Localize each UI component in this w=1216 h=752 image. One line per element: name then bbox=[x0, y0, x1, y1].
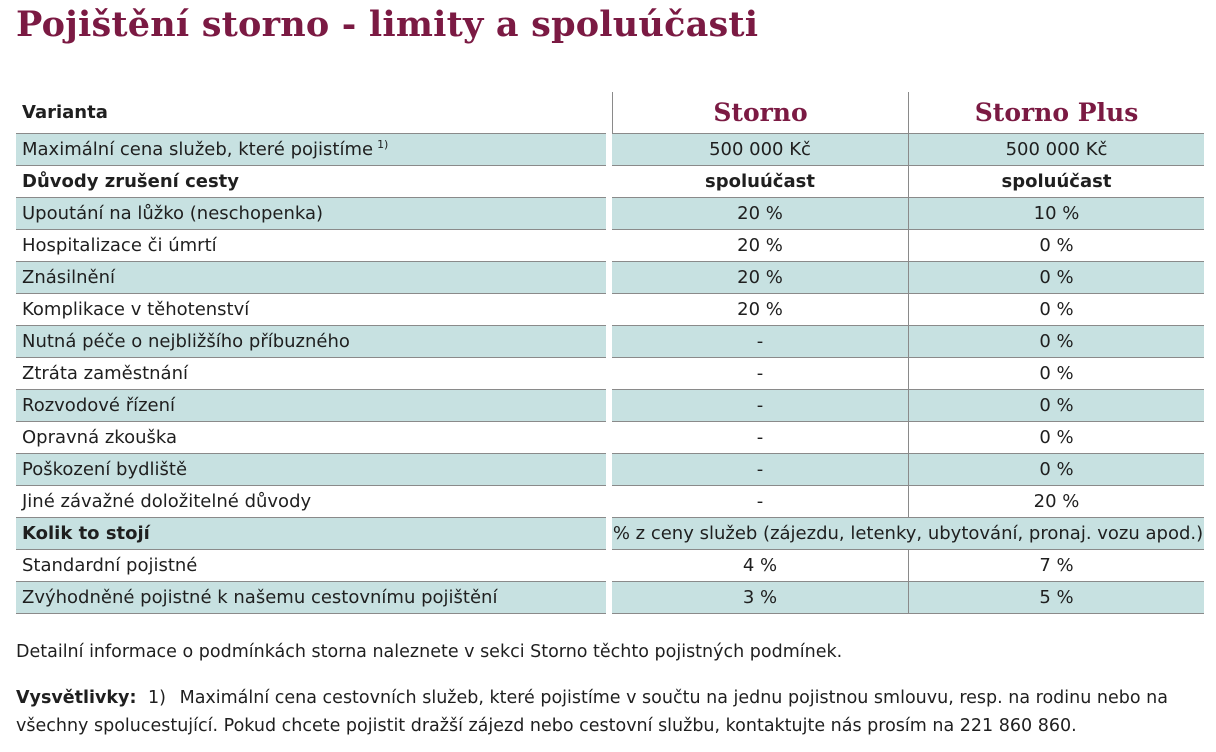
table-row bbox=[16, 550, 1204, 582]
legend-key: Vysvětlivky: bbox=[16, 688, 137, 708]
row-value-span: % z ceny služeb (zájezdu, letenky, ubytování, pronaj. vozu apod.) bbox=[612, 518, 1204, 550]
row-value-storno-plus: 5 % bbox=[908, 582, 1204, 614]
row-label bbox=[16, 326, 606, 358]
table-row bbox=[16, 230, 1204, 262]
row-label-text: Komplikace v těhotenství bbox=[22, 299, 250, 320]
table-row bbox=[16, 358, 1204, 390]
row-value-storno: 4 % bbox=[612, 550, 908, 582]
table-row bbox=[16, 422, 1204, 454]
row-label bbox=[16, 550, 606, 582]
table-row bbox=[16, 166, 1204, 198]
row-label-text: Maximální cena služeb, které pojistíme bbox=[22, 139, 374, 160]
header-storno: Storno bbox=[612, 92, 908, 134]
row-label bbox=[16, 358, 606, 390]
table-row bbox=[16, 198, 1204, 230]
row-label-text: Standardní pojistné bbox=[22, 555, 198, 576]
header-storno-plus: Storno Plus bbox=[908, 92, 1204, 134]
row-label-text: Zvýhodněné pojistné k našemu cestovnímu pojištění bbox=[22, 587, 498, 608]
row-label-text: Kolik to stojí bbox=[22, 523, 150, 544]
row-label-text: Upoutání na lůžko (neschopenka) bbox=[22, 203, 324, 224]
row-value-storno: - bbox=[612, 422, 908, 454]
table-row bbox=[16, 518, 1204, 550]
row-label bbox=[16, 518, 606, 550]
row-label-text: Hospitalizace či úmrtí bbox=[22, 235, 217, 256]
row-value-storno: 20 % bbox=[612, 198, 908, 230]
table-row bbox=[16, 486, 1204, 518]
row-label bbox=[16, 198, 606, 230]
row-value-storno-plus: spoluúčast bbox=[908, 166, 1204, 198]
table-row bbox=[16, 134, 1204, 166]
row-value-storno: - bbox=[612, 486, 908, 518]
row-label bbox=[16, 390, 606, 422]
row-label-text: Jiné závažné doložitelné důvody bbox=[22, 491, 312, 512]
row-value-storno: 20 % bbox=[612, 230, 908, 262]
row-value-storno: 20 % bbox=[612, 294, 908, 326]
table-row bbox=[16, 262, 1204, 294]
row-label-text: Poškození bydliště bbox=[22, 459, 188, 480]
row-value-storno-plus: 500 000 Kč bbox=[908, 134, 1204, 166]
row-value-storno-plus: 0 % bbox=[908, 390, 1204, 422]
header-label: Varianta bbox=[16, 92, 606, 134]
row-value-storno-plus: 0 % bbox=[908, 262, 1204, 294]
row-label-text: Rozvodové řízení bbox=[22, 395, 176, 416]
table-row bbox=[16, 582, 1204, 614]
row-label bbox=[16, 454, 606, 486]
row-label bbox=[16, 582, 606, 614]
row-label-text: Ztráta zaměstnání bbox=[22, 363, 188, 384]
coverage-table bbox=[16, 92, 1204, 614]
row-value-storno: 20 % bbox=[612, 262, 908, 294]
table-header-row bbox=[16, 92, 1204, 134]
row-label-text: Důvody zrušení cesty bbox=[22, 171, 240, 192]
row-value-storno-plus: 0 % bbox=[908, 422, 1204, 454]
row-value-storno-plus: 20 % bbox=[908, 486, 1204, 518]
row-label-text: Nutná péče o nejbližšího příbuzného bbox=[22, 331, 350, 352]
row-label bbox=[16, 134, 606, 166]
legend-text: Maximální cena cestovních služeb, které pojistíme v součtu na jednu pojistnou smlouvu, resp. na rodinu nebo na všechny spolucestující. Pokud chcete pojistit dražší zájezd nebo cestovní službu, kontaktujte nás prosím na 221 860 860. bbox=[16, 688, 1168, 736]
row-label bbox=[16, 294, 606, 326]
row-value-storno-plus: 0 % bbox=[908, 230, 1204, 262]
row-value-storno: - bbox=[612, 358, 908, 390]
row-value-storno: - bbox=[612, 454, 908, 486]
row-value-storno-plus: 7 % bbox=[908, 550, 1204, 582]
row-value-storno: 500 000 Kč bbox=[612, 134, 908, 166]
row-value-storno: - bbox=[612, 326, 908, 358]
row-value-storno: spoluúčast bbox=[612, 166, 908, 198]
legend-number: 1) bbox=[148, 688, 167, 708]
footnote-marker: 1) bbox=[377, 138, 389, 151]
page-title: Pojištění storno - limity a spoluúčasti bbox=[16, 4, 759, 45]
table-row bbox=[16, 294, 1204, 326]
row-label bbox=[16, 422, 606, 454]
row-value-storno-plus: 0 % bbox=[908, 454, 1204, 486]
table-row bbox=[16, 454, 1204, 486]
row-value-storno-plus: 0 % bbox=[908, 326, 1204, 358]
row-value-storno: 3 % bbox=[612, 582, 908, 614]
table-row bbox=[16, 390, 1204, 422]
row-label-text: Znásilnění bbox=[22, 267, 116, 288]
legend bbox=[16, 684, 1206, 740]
row-label bbox=[16, 230, 606, 262]
row-label bbox=[16, 486, 606, 518]
row-value-storno: - bbox=[612, 390, 908, 422]
row-value-storno-plus: 0 % bbox=[908, 358, 1204, 390]
info-text: Detailní informace o podmínkách storna naleznete v sekci Storno těchto pojistných podmínek. bbox=[16, 642, 843, 662]
row-value-storno-plus: 10 % bbox=[908, 198, 1204, 230]
row-label bbox=[16, 166, 606, 198]
row-label bbox=[16, 262, 606, 294]
row-value-storno-plus: 0 % bbox=[908, 294, 1204, 326]
row-label-text: Opravná zkouška bbox=[22, 427, 178, 448]
table-row bbox=[16, 326, 1204, 358]
